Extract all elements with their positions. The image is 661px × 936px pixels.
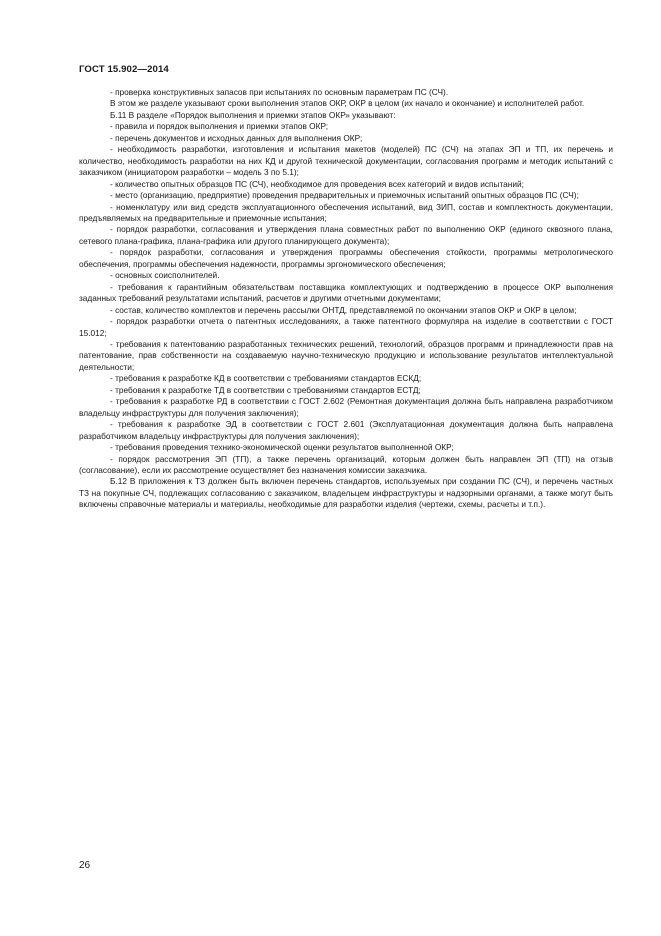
paragraph: - требования к разработке РД в соответствии с ГОСТ 2.602 (Ремонтная документация должна быть направлена разработчиком владельцу инфраструктуры для получения заключения);	[79, 396, 613, 418]
paragraph: - необходимость разработки, изготовления и испытания макетов (моделей) ПС (СЧ) на этапах ЭП и ТП, их перечень и количество, необходимость разработки на них КД и другой технической документации, согласования программ и методик испытаний с заказчиком (инициатором разработки – модель 3 по 5.1);	[79, 144, 613, 178]
paragraph: - порядок разработки, согласования и утверждения плана совместных работ по выполнению ОКР (единого сквозного плана, сетевого плана-графика, плана-графика или другого планирующего документа);	[79, 224, 613, 246]
paragraph: - порядок разработки отчета о патентных исследованиях, а также патентного формуляра на изделие в соответствии с ГОСТ 15.012;	[79, 316, 613, 338]
paragraph: - проверка конструктивных запасов при испытаниях по основным параметрам ПС (СЧ).	[110, 87, 449, 97]
paragraph: Б.11 В разделе «Порядок выполнения и приемки этапов ОКР» указывают:	[110, 109, 396, 120]
paragraph: - место (организацию, предприятие) проведения предварительных и приемочных испытаний опытных образцов ПС (СЧ);	[110, 190, 579, 201]
paragraph: - правила и порядок выполнения и приемки этапов ОКР;	[110, 121, 329, 132]
paragraph: - перечень документов и исходных данных для выполнения ОКР;	[110, 132, 363, 143]
paragraph: - требования к разработке ТД в соответствии с требованиями стандартов ЕСТД;	[110, 384, 421, 395]
paragraph: - требования к гарантийным обязательствам поставщика комплектующих и подтверждению в процессе ОКР выполнения заданных требований результатами испытаний, расчетов и другими отчетными документами;	[79, 281, 613, 304]
paragraph: - состав, количество комплектов и перечень рассылки ОНТД, представляемой по окончании этапов ОКР и ОКР в целом;	[110, 304, 577, 315]
document-body	[79, 87, 613, 511]
document-header: ГОСТ 15.902—2014	[79, 64, 169, 75]
paragraph: - требования к разработке КД в соответствии с требованиями стандартов ЕСКД;	[110, 373, 422, 384]
paragraph: - порядок рассмотрения ЭП (ТП), а также перечень организаций, которым должен быть направлен ЭП (ТП) на отзыв (согласование), если их рассмотрение осуществляет без назначения комиссии заказчика.	[79, 453, 613, 475]
paragraph: В этом же разделе указывают сроки выполнения этапов ОКР, ОКР в целом (их начало и окончание) и исполнителей работ.	[110, 98, 585, 109]
page-number: 26	[79, 860, 91, 871]
paragraph: - требования к патентованию разработанных технических решений, технологий, образцов программ и принадлежности прав на патентование, прав собственности на создаваемую научно-техническую продукцию и использование результатов интеллектуальной деятельности;	[79, 338, 613, 372]
paragraph: - требования проведения технико-экономической оценки результатов выполненной ОКР;	[110, 442, 454, 453]
paragraph: Б.12 В приложения к ТЗ должен быть включен перечень стандартов, используемых при создании ПС (СЧ), и перечень частных ТЗ на покупные СЧ, подлежащих согласованию с заказчиком, владельцем инфраструктуры и надзорными органами, а также могут быть включены справочные материалы и материалы, необходимые для разработки изделия (чертежи, схемы, расчеты и т.п.).	[79, 476, 613, 510]
paragraph: - требования к разработке ЭД в соответствии с ГОСТ 2.601 (Эксплуатационная документация должна быть направлена разработчиком владельцу инфраструктуры для получения заключения);	[79, 419, 613, 441]
paragraph: - номенклатуру или вид средств эксплуатационного обеспечения испытаний, вид ЗИП, состав и комплектность документации, предъявляемых на предварительные и приемочные испытания;	[79, 201, 613, 223]
paragraph: - основных соисполнителей.	[110, 270, 220, 281]
paragraph: - порядок разработки, согласования и утверждения программы обеспечения стойкости, программы метрологического обеспечения, программы обеспечения надежности, программы эргономического обеспечения;	[79, 247, 613, 269]
paragraph: - количество опытных образцов ПС (СЧ), необходимое для проведения всех категорий и видов испытаний;	[110, 178, 524, 189]
